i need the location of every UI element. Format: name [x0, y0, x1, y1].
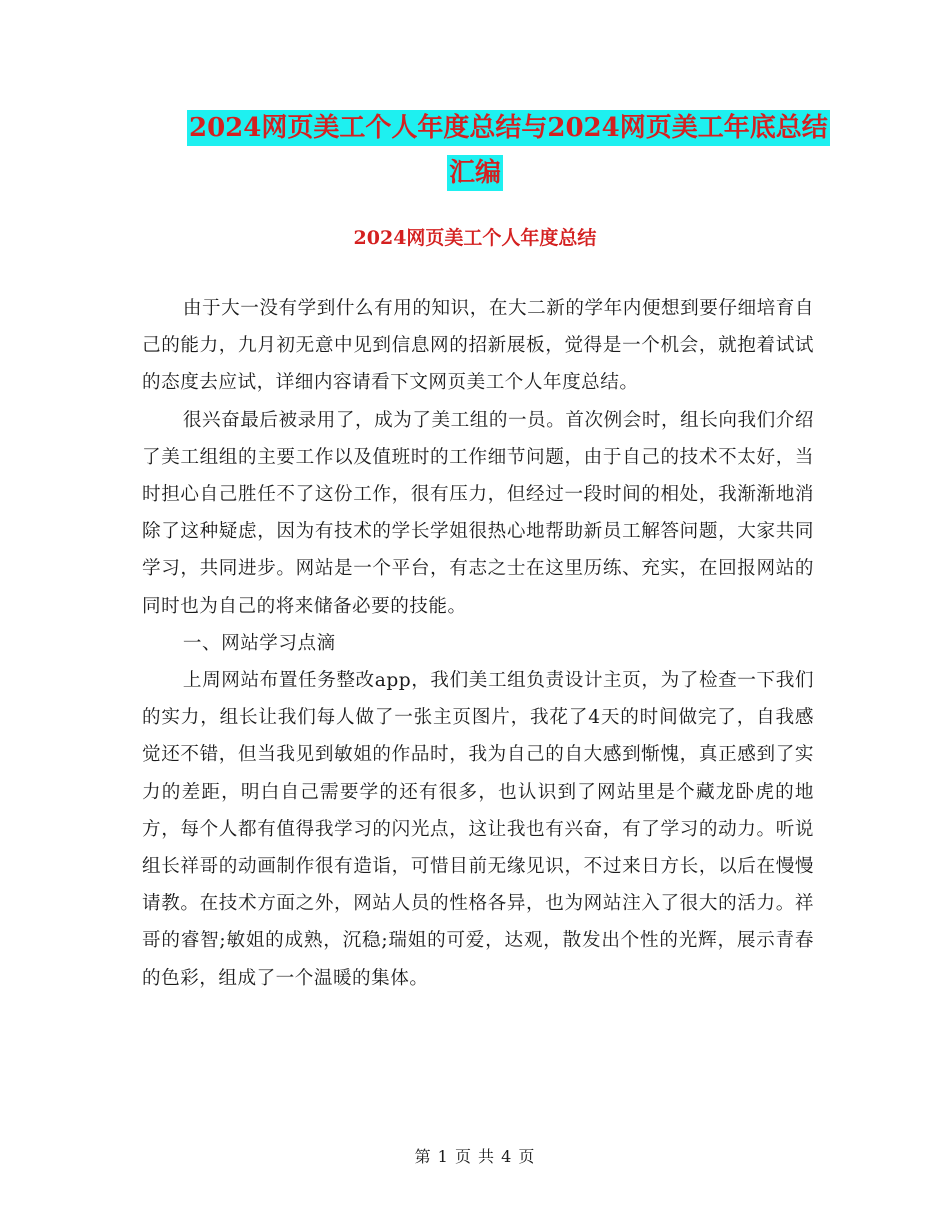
page-footer: 第 1 页 共 4 页	[414, 1147, 536, 1166]
paragraph-learning: 上周网站布置任务整改app，我们美工组负责设计主页，为了检查一下我们的实力，组长让我们每人做了一张主页图片，我花了4天的时间做完了，自我感觉还不错，但当我见到敏姐的作品时，我为自己的自大感到惭愧，真正感到了实力的差距，明白自己需要学的还有很多，也认识到了网站里是个藏龙卧虎的地方，每个人都有值得我学习的闪光点，这让我也有兴奋，有了学习的动力。听说组长祥哥的动画制作很有造诣，可惜目前无缘见识，不过来日方长，以后在慢慢请教。在技术方面之外，网站人员的性格各异，也为网站注入了很大的活力。祥哥的睿智;敏姐的成熟，沉稳;瑞姐的可爱，达观，散发出个性的光辉，展示青春的色彩，组成了一个温暖的集体。	[142, 670, 814, 989]
paragraph-joining: 很兴奋最后被录用了，成为了美工组的一员。首次例会时，组长向我们介绍了美工组组的主要工作以及值班时的工作细节问题，由于自己的技术不太好，当时担心自己胜任不了这份工作，很有压力，但经过一段时间的相处，我渐渐地消除了这种疑虑，因为有技术的学长学姐很热心地帮助新员工解答问题，大家共同学习，共同进步。网站是一个平台，有志之士在这里历练、充实，在回报网站的同时也为自己的将来储备必要的技能。	[142, 409, 814, 617]
document-title-line-1: 2024网页美工个人年度总结与2024网页美工年底总结	[187, 110, 830, 146]
section-heading-learning: 一、网站学习点滴	[182, 632, 336, 654]
paragraph-intro: 由于大一没有学到什么有用的知识，在大二新的学年内便想到要仔细培育自己的能力，九月初无意中见到信息网的招新展板，觉得是一个机会，就抱着试试的态度去应试，详细内容请看下文网页美工个人年度总结。	[142, 298, 814, 394]
section-subtitle: 2024网页美工个人年度总结	[353, 227, 597, 249]
document-body	[142, 290, 814, 997]
document-title-line-2: 汇编	[447, 155, 503, 191]
